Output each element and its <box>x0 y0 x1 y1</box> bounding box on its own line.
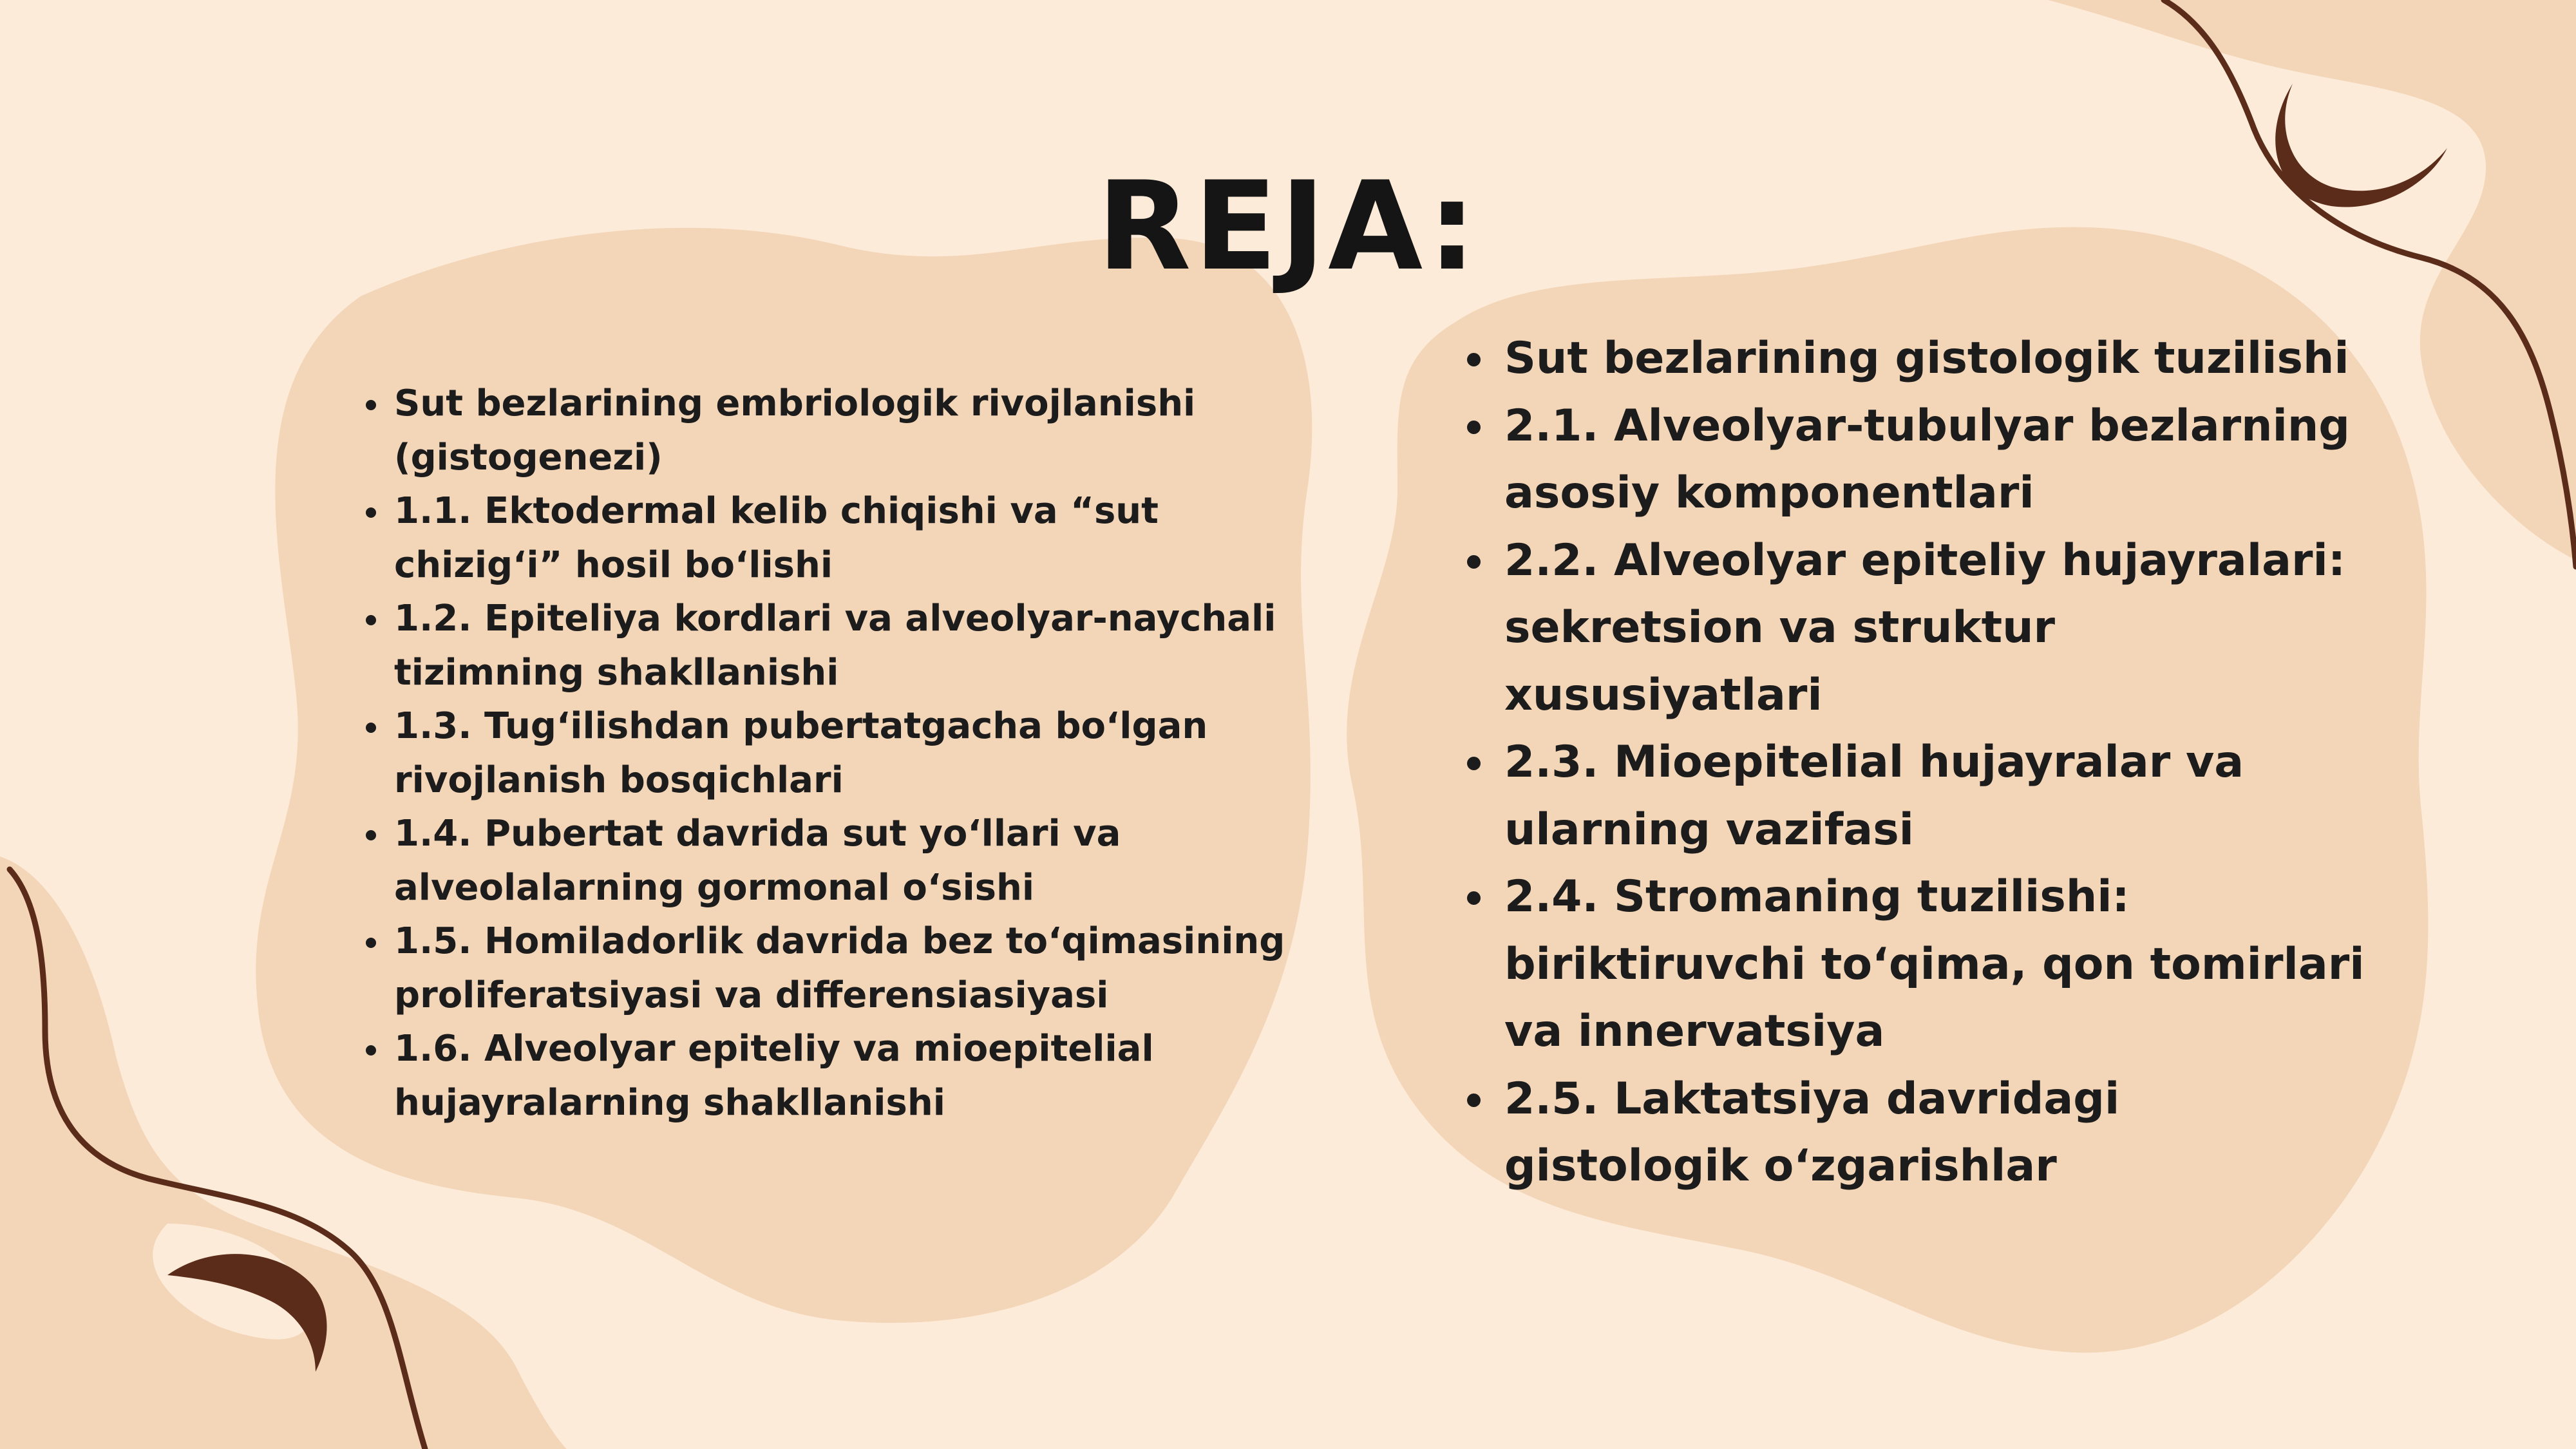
list-item <box>394 592 1309 699</box>
bullet-icon <box>366 723 376 733</box>
bullet-icon <box>1467 353 1481 366</box>
bullet-icon <box>1467 757 1481 770</box>
bullet-icon <box>1467 891 1481 905</box>
list-item-label: 2.5. Laktatsiya davridagi gistologik o‘zgarishlar <box>1504 1073 2120 1191</box>
list-item-label: 2.4. Stromaning tuzilishi: biriktiruvchi to‘qima, qon tomirlari va innervatsiya <box>1504 871 2365 1057</box>
list-item-label: 1.5. Homiladorlik davrida bez to‘qimasining proliferatsiyasi va differensiasiyasi <box>394 920 1285 1016</box>
list-item <box>394 1022 1309 1130</box>
list-item <box>394 484 1309 592</box>
bullet-icon <box>366 615 376 625</box>
list-item <box>394 377 1309 484</box>
list-item-label: 1.3. Tug‘ilishdan pubertatgacha bo‘lgan rivojlanish bosqichlari <box>394 705 1208 801</box>
bullet-icon <box>1467 555 1481 569</box>
list-item <box>1504 325 2367 393</box>
list-item-label: 2.1. Alveolyar-tubulyar bezlarning asosiy komponentlari <box>1504 400 2350 518</box>
list-item <box>394 807 1309 914</box>
bullet-icon <box>366 507 376 518</box>
bullet-icon <box>1467 1094 1481 1107</box>
slide-title: REJA: <box>1097 155 1479 298</box>
bullet-icon <box>366 830 376 840</box>
bullet-icon <box>366 1045 376 1056</box>
list-item <box>1504 864 2367 1066</box>
list-item-label: 1.6. Alveolyar epiteliy va mioepitelial hujayralarning shakllanishi <box>394 1028 1154 1124</box>
list-item-label: Sut bezlarining gistologik tuzilishi <box>1504 333 2349 384</box>
list-item <box>394 699 1309 807</box>
list-item-label: 2.3. Mioepitelial hujayralar va ularning vazifasi <box>1504 737 2244 855</box>
list-item-label: 1.4. Pubertat davrida sut yo‘llari va alveolalarning gormonal o‘sishi <box>394 813 1121 909</box>
list-item-label: 1.1. Ektodermal kelib chiqishi va “sut chizig‘i” hosil bo‘lishi <box>394 490 1159 586</box>
list-item <box>1504 729 2367 864</box>
bullet-icon <box>366 400 376 410</box>
list-item <box>1504 393 2367 527</box>
list-item <box>394 914 1309 1022</box>
left-topic-list <box>394 377 1309 1130</box>
list-item-label: 2.2. Alveolyar epiteliy hujayralari: sekretsion va struktur xususiyatlari <box>1504 535 2346 721</box>
list-item-label: 1.2. Epiteliya kordlari va alveolyar-naychali tizimning shakllanishi <box>394 598 1276 694</box>
bullet-icon <box>1467 421 1481 434</box>
list-item <box>1504 527 2367 730</box>
list-item <box>1504 1066 2367 1200</box>
bullet-icon <box>366 938 376 948</box>
list-item-label: Sut bezlarining embriologik rivojlanishi (gistogenezi) <box>394 383 1196 478</box>
right-topic-list <box>1504 325 2367 1200</box>
